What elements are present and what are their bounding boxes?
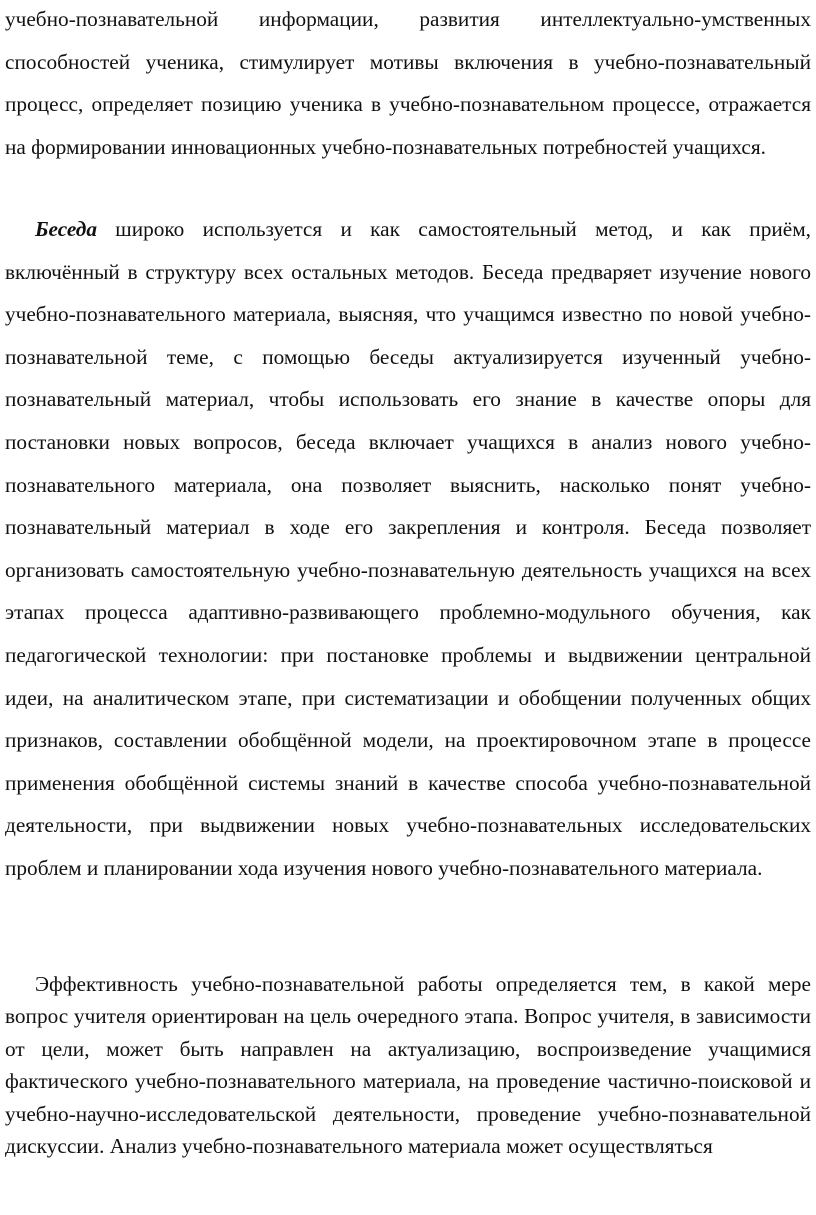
paragraph-3: Эффективность учебно-познавательной работы определяется тем, в какой мере вопрос учителя ориентирован на цель очередного этапа. Вопрос учителя, в зависимости от цели, может быть направлен на актуализацию, воспроизведение учащимися фактического учебно-познавательного материала, на проведение частично-поисковой и учебно-научно-исследовательской деятельности, проведение учебно-познавательной дискуссии. Анализ учебно-познавательного материала может осуществляться — [5, 972, 811, 1159]
paragraph-1: учебно-познавательной информации, развития интеллектуально-умственных способностей ученика, стимулирует мотивы включения в учебно-познавательный процесс, определяет позицию ученика в учебно-познавательном процессе, отражается на формировании инновационных учебно-познавательных потребностей учащихся. — [5, 7, 811, 159]
paragraph-2-body: широко используется и как самостоятельный метод, и как приём, включённый в структуру всех остальных методов. Беседа предваряет изучение нового учебно-познавательного материала, выясняя, что учащимся известно по новой учебно-познавательной теме, с помощью беседы актуализируется изученный учебно-познавательный материал, чтобы использовать его знание в качестве опоры для постановки новых вопросов, беседа включает учащихся в анализ нового учебно-познавательного материала, она позволяет выяснить, насколько понят учебно-познавательный материал в ходе его закрепления и контроля. Беседа позволяет организовать самостоятельную учебно-познавательную деятельность учащихся на всех этапах процесса адаптивно-развивающего проблемно-модульного обучения, как педагогической технологии: при постановке проблемы и выдвижении центральной идеи, на аналитическом этапе, при систематизации и обобщении полученных общих признаков, составлении обобщённой модели, на проектировочном этапе в процессе применения обобщённой системы знаний в качестве способа учебно-познавательной деятельности, при выдвижении новых учебно-познавательных исследовательских проблем и планировании хода изучения нового учебно-познавательного материала. — [5, 217, 811, 880]
paragraph-2-lead-term: Беседа — [35, 217, 98, 241]
paragraph-2 — [5, 208, 811, 890]
